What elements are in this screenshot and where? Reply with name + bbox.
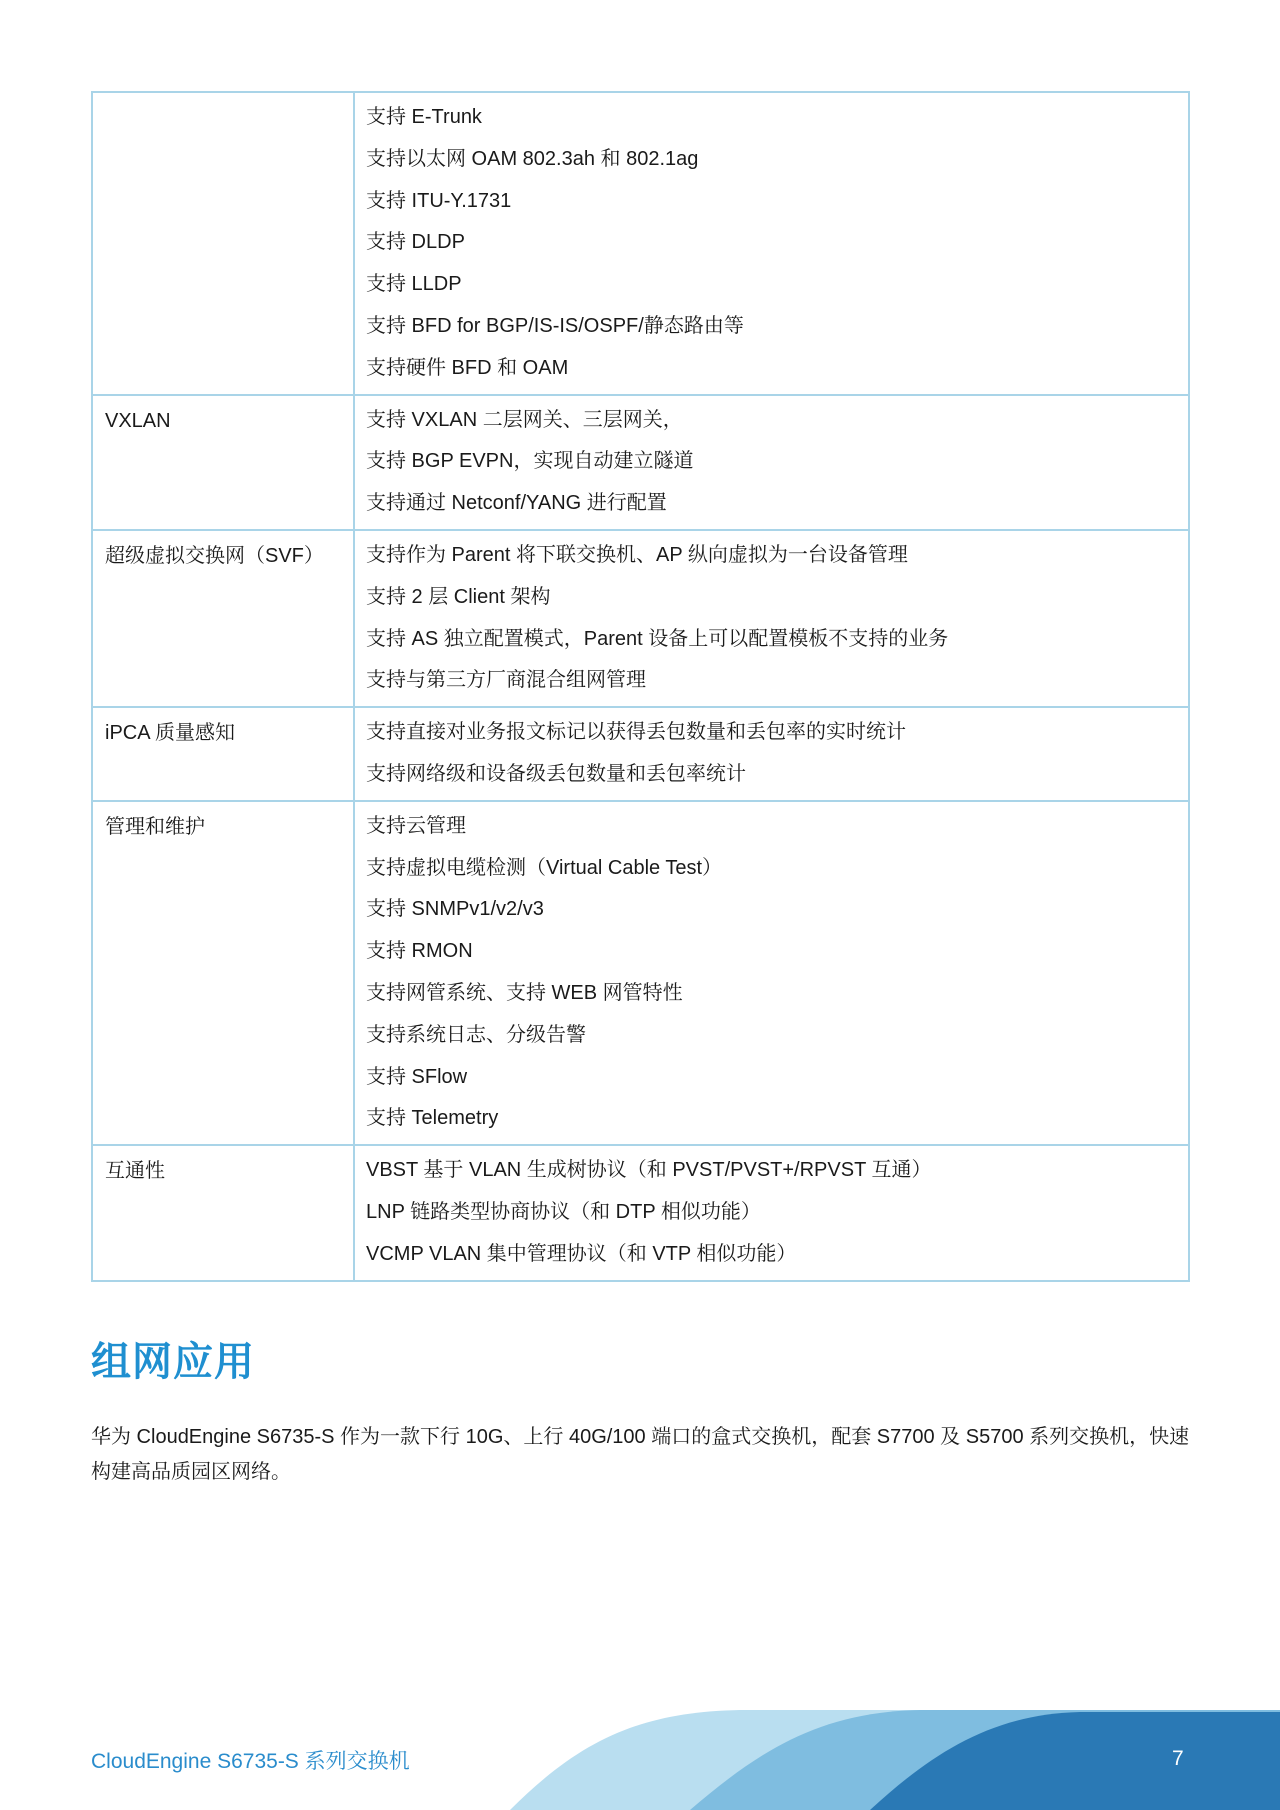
spec-features-cell (354, 707, 1189, 801)
feature-line: 支持 E-Trunk (366, 106, 482, 128)
feature-line: 支持 DLDP (366, 231, 465, 254)
spec-row-name: iPCA 质量感知 (105, 722, 236, 745)
spec-features-cell (354, 801, 1189, 1145)
spec-row (92, 395, 1189, 530)
feature-line: 支持网络级和设备级丢包数量和丢包率统计 (366, 762, 746, 785)
spec-row (92, 1145, 1189, 1280)
feature-line: 支持网管系统、支持 WEB 网管特性 (366, 981, 683, 1004)
spec-table-body (92, 92, 1189, 1281)
spec-features-cell (354, 530, 1189, 707)
feature-line: VBST 基于 VLAN 生成树协议（和 PVST/PVST+/RPVST 互通） (366, 1159, 932, 1182)
spec-row-name: 管理和维护 (105, 815, 205, 838)
feature-line: 支持 SFlow (366, 1065, 468, 1088)
feature-line: 支持 BFD for BGP/IS-IS/OSPF/静态路由等 (366, 314, 744, 337)
feature-line: 支持云管理 (366, 814, 466, 837)
section-body: 华为 CloudEngine S6735-S 作为一款下行 10G、上行 40G/100 端口的盒式交换机，配套 S7700 及 S5700 系列交换机，快速构建高品质园区网络。 (91, 1426, 1190, 1483)
feature-line: 支持与第三方厂商混合组网管理 (366, 669, 646, 692)
spec-name-cell (92, 395, 354, 530)
feature-line: 支持硬件 BFD 和 OAM (366, 356, 569, 379)
spec-table (91, 91, 1190, 1282)
feature-line: 支持 BGP EVPN，实现自动建立隧道 (366, 450, 694, 473)
feature-line: 支持 ITU-Y.1731 (366, 189, 512, 212)
feature-line: 支持 RMON (366, 940, 473, 963)
spec-name-cell (92, 530, 354, 707)
feature-line: 支持 LLDP (366, 273, 462, 296)
spec-features-cell (354, 1145, 1189, 1280)
section-title: 组网应用 (91, 1340, 255, 1384)
spec-name-cell (92, 1145, 354, 1280)
spec-row (92, 801, 1189, 1145)
spec-features-cell (354, 395, 1189, 530)
spec-row-name: VXLAN (105, 409, 171, 432)
feature-line: 支持 2 层 Client 架构 (366, 585, 551, 608)
feature-line: 支持作为 Parent 将下联交换机、AP 纵向虚拟为一台设备管理 (366, 543, 908, 566)
footer-product-title: CloudEngine S6735-S 系列交换机 (91, 1750, 410, 1773)
spec-row-name: 互通性 (105, 1160, 165, 1183)
spec-row (92, 530, 1189, 707)
feature-line: 支持 Telemetry (366, 1107, 499, 1130)
spec-name-cell (92, 92, 354, 395)
feature-line: 支持 AS 独立配置模式，Parent 设备上可以配置模板不支持的业务 (366, 627, 949, 650)
feature-line: 支持以太网 OAM 802.3ah 和 802.1ag (366, 147, 699, 170)
spec-row-name: 超级虚拟交换网（SVF） (105, 544, 324, 567)
feature-line: 支持 SNMPv1/v2/v3 (366, 898, 544, 921)
spec-name-cell (92, 707, 354, 801)
spec-name-cell (92, 801, 354, 1145)
feature-line: 支持虚拟电缆检测（Virtual Cable Test） (366, 856, 723, 879)
feature-line: LNP 链路类型协商协议（和 DTP 相似功能） (366, 1200, 761, 1223)
spec-features-cell (354, 92, 1189, 395)
feature-line: VCMP VLAN 集中管理协议（和 VTP 相似功能） (366, 1242, 797, 1265)
spec-row (92, 92, 1189, 395)
feature-line: 支持直接对业务报文标记以获得丢包数量和丢包率的实时统计 (366, 721, 906, 744)
feature-line: 支持 VXLAN 二层网关、三层网关， (366, 408, 683, 431)
feature-line: 支持系统日志、分级告警 (366, 1023, 586, 1046)
spec-row (92, 707, 1189, 801)
page-number: 7 (1172, 1747, 1184, 1770)
feature-line: 支持通过 Netconf/YANG 进行配置 (366, 492, 667, 515)
